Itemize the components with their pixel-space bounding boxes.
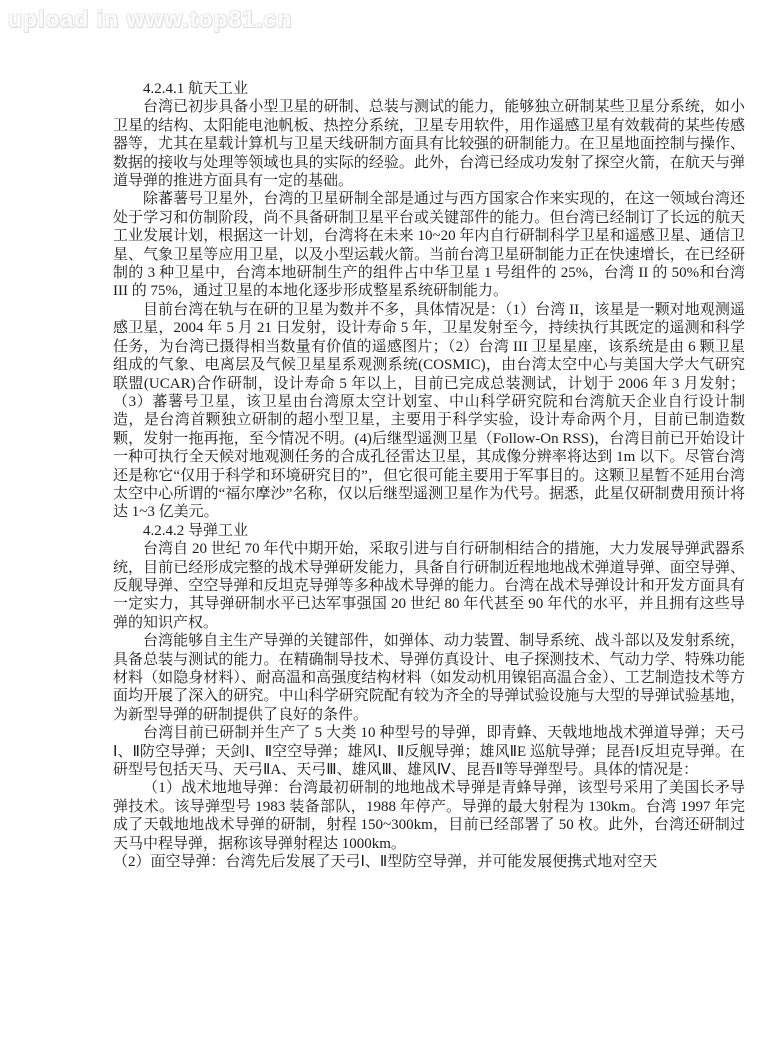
paragraph-satellite-capability: 台湾已初步具备小型卫星的研制、总装与测试的能力，能够独立研制某些卫星分系统，如小卫星的结构、太阳能电池帆板、热控分系统，卫星专用软件，用作遥感卫星有效载荷的某些传感器等，尤其在星载计算机与卫星天线研制方面具有比较强的研制能力。在卫星地面控制与操作、数据的接收与处理等领域也具的实际的经验。此外，台湾已经成功发射了探空火箭，在航天与弹道导弹的推进方面具有一定的基础。 <box>113 99 745 190</box>
paragraph-satellite-programs: 目前台湾在轨与在研的卫星为数并不多，具体情况是：（1）台湾 II，该星是一颗对地观测遥感卫星，2004 年 5 月 21 日发射，设计寿命 5 年，卫星发射至今，持续执行其既定的遥测和科学任务，为台湾已摄得相当数量有价值的遥感图片；（2）台湾 III 卫星星座，该系统是由 6 颗卫星组成的气象、电离层及气候卫星星系观测系统(COSMIC)，由台湾太空中心与美国大学大气研究联盟(UCAR)合作研制，设计寿命 5 年以上，目前已完成总装测试，计划于 2006 年 3 月发射；（3）蕃薯号卫星，该卫星由台湾原太空计划室、中山科学研究院和台湾航天企业自行设计制造，是台湾首颗独立研制的超小型卫星，主要用于科学实验，设计寿命两个月，目前已制造数颗，发射一拖再拖，至今情况不明。(4)后继型遥测卫星（Follow-On RSS)，台湾目前已开始设计一种可执行全天候对地观测任务的合成孔径雷达卫星，其成像分辨率将达到 1m 以下。尽管台湾还是称它“仅用于科学和环境研究目的”，但它很可能主要用于军事目的。这颗卫星暂不延用台湾太空中心所谓的“福尔摩沙”名称，仅以后继型遥测卫星作为代号。据悉，此星仅研制费用预计将达 1~3 亿美元。 <box>113 301 745 521</box>
paragraph-surface-to-air-missiles: （2）面空导弹：台湾先后发展了天弓Ⅰ、Ⅱ型防空导弹，并可能发展便携式地对空天 <box>113 854 658 871</box>
watermark: upload in www.top81.cn <box>8 6 293 32</box>
paragraph-tactical-surface-missiles: （1）战术地地导弹：台湾最初研制的地地战术导弹是青蜂导弹，该型号采用了美国长矛导弹技术。该导弹型号 1983 装备部队，1988 年停产。导弹的最大射程为 130km。台湾 1997 年完成了天戟地地战术导弹的研制，射程 150~300km，目前已经部署了 50 枚。此外，台湾还研制过天马中程导弹，据称该导弹射程达 1000km。 <box>113 780 745 852</box>
document-body <box>113 80 745 871</box>
paragraph-space-development-plan: 除蕃薯号卫星外，台湾的卫星研制全部是通过与西方国家合作来实现的，在这一领域台湾还处于学习和仿制阶段，尚不具备研制卫星平台或关键部件的能力。但台湾已经制订了长远的航天工业发展计划，根据这一计划，台湾将在未来 10~20 年内自行研制科学卫星和遥感卫星、通信卫星、气象卫星等应用卫星，以及小型运载火箭。当前台湾卫星研制能力正在快速增长，在已经研制的 3 种卫星中，台湾本地研制生产的组件占中华卫星 1 号组件的 25%，台湾 II 的 50%和台湾 III 的 75%，通过卫星的本地化逐步形成整星系统研制能力。 <box>113 191 745 300</box>
paragraph-missile-types: 台湾目前已研制并生产了 5 大类 10 种型号的导弹，即青蜂、天戟地地战术弹道导弹；天弓Ⅰ、Ⅱ防空导弹；天剑Ⅰ、Ⅱ空空导弹；雄风Ⅰ、Ⅱ反舰导弹；雄风ⅡE 巡航导弹；昆吾Ⅰ反坦克导弹。在研型号包括天马、天弓ⅡA、天弓Ⅲ、雄风Ⅲ、雄风Ⅳ、昆吾Ⅱ等导弹型号。具体的情况是： <box>113 725 745 779</box>
section-heading-aerospace-industry: 4.2.4.1 航天工业 <box>143 81 249 97</box>
paragraph-missile-components: 台湾能够自主生产导弹的关键部件，如弹体、动力装置、制导系统、战斗部以及发射系统，具备总装与测试的能力。在精确制导技术、导弹仿真设计、电子探测技术、气动力学、特殊功能材料（如隐身材料）、耐高温和高强度结构材料（如发动机用镍铝高温合金）、工艺制造技术等方面均开展了深入的研究。中山科学研究院配有较为齐全的导弹试验设施与大型的导弹试验基地，为新型导弹的研制提供了良好的条件。 <box>113 633 745 723</box>
section-heading-missile-industry: 4.2.4.2 导弹工业 <box>143 522 249 539</box>
paragraph-missile-development-history: 台湾自 20 世纪 70 年代中期开始，采取引进与自行研制相结合的措施，大力发展导弹武器系统，目前已经形成完整的战术导弹研发能力，具备自行研制近程地地战术弹道导弹、面空导弹、反舰导弹、空空导弹和反坦克导弹等多种战术导弹的能力。台湾在战术导弹设计和开发方面具有一定实力，其导弹研制水平已达军事强国 20 世纪 80 年代甚至 90 年代的水平，并且拥有这些导弹的知识产权。 <box>113 541 745 631</box>
